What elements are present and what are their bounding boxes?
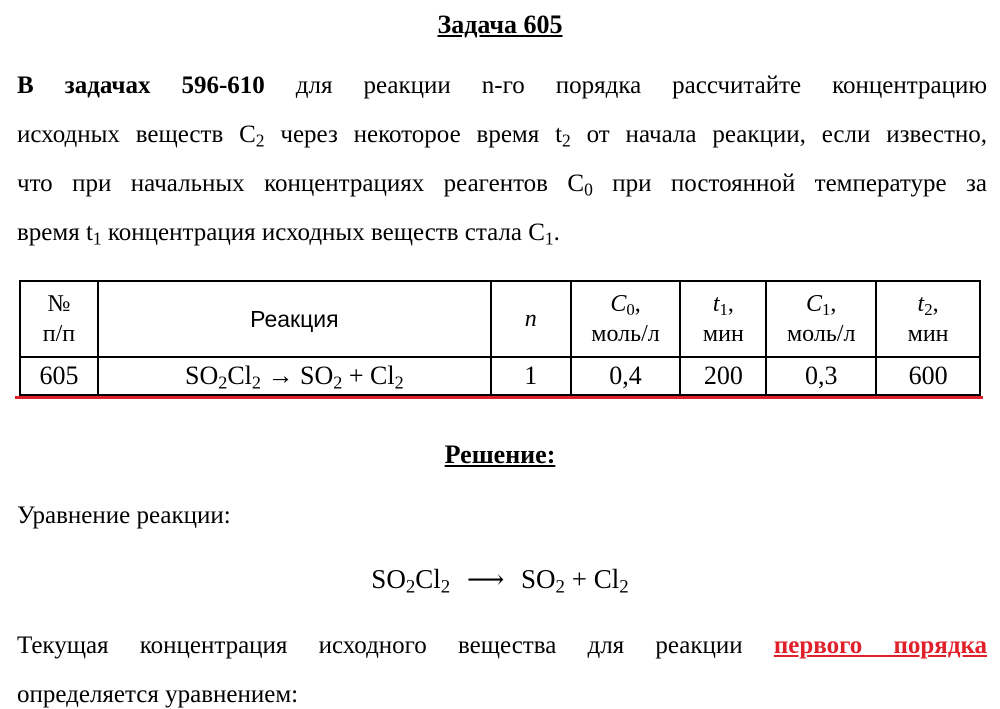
cell-order: 1 xyxy=(491,357,571,395)
task-title: Задача 605 xyxy=(437,10,563,39)
header-num: № п/п xyxy=(20,281,98,357)
table-header-row xyxy=(20,281,980,357)
table-row xyxy=(20,357,980,395)
bottom-line-2: определяется уравнением: xyxy=(17,681,299,708)
header-reaction: Реакция xyxy=(98,281,491,357)
header-c0: $C_0$, моль/л xyxy=(571,281,681,357)
intro-line-3: что при начальных концентрациях реагентов $C_0$ при постоянной температуре за xyxy=(17,170,988,200)
highlight-first-order: первого порядка xyxy=(773,632,987,659)
cell-t1: 200 xyxy=(680,357,766,395)
solution-title: Решение: xyxy=(444,440,556,469)
header-order: n xyxy=(491,281,571,357)
header-t2: $t_2$, мин xyxy=(876,281,980,357)
intro-line-2: исходных веществ $C_2$ через некоторое время $t_2$ от начала реакции, если известно, xyxy=(17,121,988,151)
cell-c0: 0,4 xyxy=(571,357,681,395)
task-range: В задачах 596-610 xyxy=(17,72,265,99)
reaction-equation: $SO_2Cl_2$ ⟶ $SO_2 + Cl_2$ xyxy=(371,564,629,598)
cell-reaction: $SO_2Cl_2 \to SO_2 + Cl_2$ xyxy=(98,357,491,395)
red-underline xyxy=(15,396,983,399)
reaction-arrow-icon: → xyxy=(267,361,294,390)
bottom-line-1: Текущая концентрация исходного вещества для реакции первого порядка xyxy=(17,632,987,659)
task-table xyxy=(19,280,981,396)
cell-t2: 600 xyxy=(876,357,980,395)
equation-label: Уравнение реакции: xyxy=(17,502,231,529)
header-t1: $t_1$, мин xyxy=(680,281,766,357)
cell-c1: 0,3 xyxy=(766,357,876,395)
intro-line-1: В задачах 596-610 для реакции n-го порядка рассчитайте концентрацию xyxy=(17,72,988,99)
cell-num: 605 xyxy=(20,357,98,395)
intro-line-4: время $t_1$ концентрация исходных веществ стала $C_1$. xyxy=(17,219,560,249)
header-c1: $C_1$, моль/л xyxy=(766,281,876,357)
long-arrow-icon: ⟶ xyxy=(466,565,505,594)
